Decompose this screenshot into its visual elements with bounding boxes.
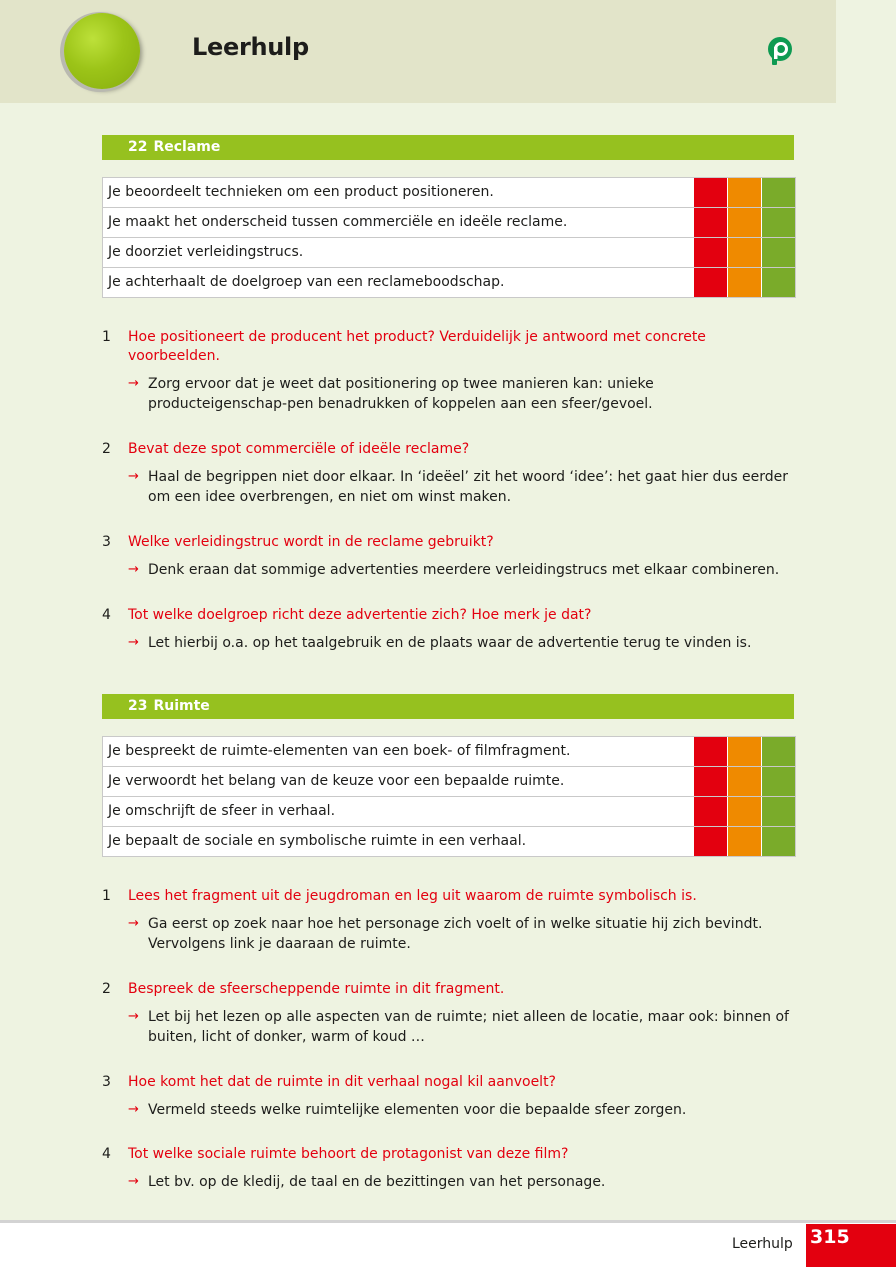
page-footer xyxy=(0,1220,896,1267)
page-header xyxy=(0,0,836,103)
question-number: 1 xyxy=(102,329,111,345)
hint-text: Zorg ervoor dat je weet dat positionering op twee manieren kan: unieke producteigenschap-pen benadrukken of koppelen aan een sfeer/gevoel. xyxy=(148,376,654,412)
objective-row xyxy=(103,797,795,827)
question-number: 4 xyxy=(102,1146,111,1162)
section-title: Ruimte xyxy=(153,698,210,714)
rating-red-box[interactable] xyxy=(693,767,727,796)
rating-green-box[interactable] xyxy=(761,178,795,207)
question-number: 2 xyxy=(102,981,111,997)
arrow-right-icon: → xyxy=(128,1009,139,1024)
rating-red-box[interactable] xyxy=(693,178,727,207)
hint-text: Let bv. op de kledij, de taal en de bezittingen van het personage. xyxy=(148,1174,606,1190)
question-item xyxy=(102,887,792,954)
rating-orange-box[interactable] xyxy=(727,797,761,826)
objective-row xyxy=(103,178,795,208)
objective-text: Je doorziet verleidingstrucs. xyxy=(108,244,304,260)
objective-row xyxy=(103,767,795,797)
arrow-right-icon: → xyxy=(128,635,139,650)
objective-row xyxy=(103,737,795,767)
question-number: 2 xyxy=(102,441,111,457)
question-item xyxy=(102,1145,792,1192)
objectives-table-22 xyxy=(102,177,796,298)
hint-text: Haal de begrippen niet door elkaar. In ‘ideëel’ zit het woord ‘idee’: het gaat hier dus eerder om een idee overbrengen, en niet om winst maken. xyxy=(148,469,789,505)
rating-green-box[interactable] xyxy=(761,737,795,766)
rating-orange-box[interactable] xyxy=(727,238,761,267)
rating-orange-box[interactable] xyxy=(727,268,761,297)
hint-text: Vermeld steeds welke ruimtelijke elementen voor die bepaalde sfeer zorgen. xyxy=(148,1102,687,1118)
hint-text: Let hierbij o.a. op het taalgebruik en de plaats waar de advertentie terug te vinden is. xyxy=(148,635,752,651)
arrow-right-icon: → xyxy=(128,562,139,577)
objective-text: Je bespreekt de ruimte-elementen van een boek- of filmfragment. xyxy=(108,743,571,759)
rating-green-box[interactable] xyxy=(761,208,795,237)
section-title: Reclame xyxy=(153,139,221,155)
objective-text: Je omschrijft de sfeer in verhaal. xyxy=(108,803,336,819)
question-item xyxy=(102,328,792,414)
arrow-right-icon: → xyxy=(128,1102,139,1117)
question-item xyxy=(102,533,792,580)
arrow-right-icon: → xyxy=(128,376,139,391)
objectives-table-23 xyxy=(102,736,796,857)
question-number: 3 xyxy=(102,534,111,550)
question-text: Welke verleidingstruc wordt in de reclame gebruikt? xyxy=(128,534,494,550)
rating-orange-box[interactable] xyxy=(727,737,761,766)
objective-text: Je verwoordt het belang van de keuze voor een bepaalde ruimte. xyxy=(108,773,565,789)
question-item xyxy=(102,1073,792,1120)
arrow-right-icon: → xyxy=(128,1174,139,1189)
question-number: 4 xyxy=(102,607,111,623)
rating-red-box[interactable] xyxy=(693,268,727,297)
section-header-22 xyxy=(102,135,794,160)
rating-red-box[interactable] xyxy=(693,797,727,826)
publisher-logo-icon xyxy=(767,36,795,66)
rating-green-box[interactable] xyxy=(761,827,795,856)
rating-orange-box[interactable] xyxy=(727,827,761,856)
green-ball-icon xyxy=(64,13,140,89)
objective-row xyxy=(103,208,795,238)
question-item xyxy=(102,980,792,1047)
objective-row xyxy=(103,827,795,856)
rating-orange-box[interactable] xyxy=(727,178,761,207)
section-number: 23 xyxy=(128,698,148,714)
objective-row xyxy=(103,268,795,297)
page-number: 315 xyxy=(806,1224,896,1267)
section-header-23 xyxy=(102,694,794,719)
section-number: 22 xyxy=(128,139,148,155)
rating-red-box[interactable] xyxy=(693,208,727,237)
rating-orange-box[interactable] xyxy=(727,208,761,237)
rating-green-box[interactable] xyxy=(761,238,795,267)
rating-red-box[interactable] xyxy=(693,238,727,267)
rating-green-box[interactable] xyxy=(761,767,795,796)
objective-text: Je maakt het onderscheid tussen commerciële en ideële reclame. xyxy=(108,214,568,230)
question-text: Hoe positioneert de producent het product? Verduidelijk je antwoord met concrete voorbeelden. xyxy=(128,329,706,364)
arrow-right-icon: → xyxy=(128,916,139,931)
rating-red-box[interactable] xyxy=(693,737,727,766)
question-number: 1 xyxy=(102,888,111,904)
rating-red-box[interactable] xyxy=(693,827,727,856)
objective-text: Je bepaalt de sociale en symbolische ruimte in een verhaal. xyxy=(108,833,527,849)
question-text: Bespreek de sfeerscheppende ruimte in dit fragment. xyxy=(128,981,505,997)
hint-text: Ga eerst op zoek naar hoe het personage zich voelt of in welke situatie hij zich bevindt. Vervolgens link je daaraan de ruimte. xyxy=(148,916,763,952)
question-text: Lees het fragment uit de jeugdroman en leg uit waarom de ruimte symbolisch is. xyxy=(128,888,697,904)
question-number: 3 xyxy=(102,1074,111,1090)
question-text: Tot welke sociale ruimte behoort de protagonist van deze film? xyxy=(128,1146,569,1162)
arrow-right-icon: → xyxy=(128,469,139,484)
hint-text: Denk eraan dat sommige advertenties meerdere verleidingstrucs met elkaar combineren. xyxy=(148,562,780,578)
question-item xyxy=(102,440,792,507)
hint-text: Let bij het lezen op alle aspecten van de ruimte; niet alleen de locatie, maar ook: binnen of buiten, licht of donker, warm of koud … xyxy=(148,1009,789,1045)
objective-text: Je achterhaalt de doelgroep van een reclameboodschap. xyxy=(108,274,505,290)
rating-green-box[interactable] xyxy=(761,797,795,826)
question-text: Bevat deze spot commerciële of ideële reclame? xyxy=(128,441,470,457)
rating-orange-box[interactable] xyxy=(727,767,761,796)
objective-row xyxy=(103,238,795,268)
question-text: Tot welke doelgroep richt deze advertentie zich? Hoe merk je dat? xyxy=(128,607,592,623)
rating-green-box[interactable] xyxy=(761,268,795,297)
question-text: Hoe komt het dat de ruimte in dit verhaal nogal kil aanvoelt? xyxy=(128,1074,556,1090)
objective-text: Je beoordeelt technieken om een product positioneren. xyxy=(108,184,494,200)
footer-label: Leerhulp xyxy=(732,1236,793,1252)
question-item xyxy=(102,606,792,653)
page-title: Leerhulp xyxy=(192,33,309,61)
